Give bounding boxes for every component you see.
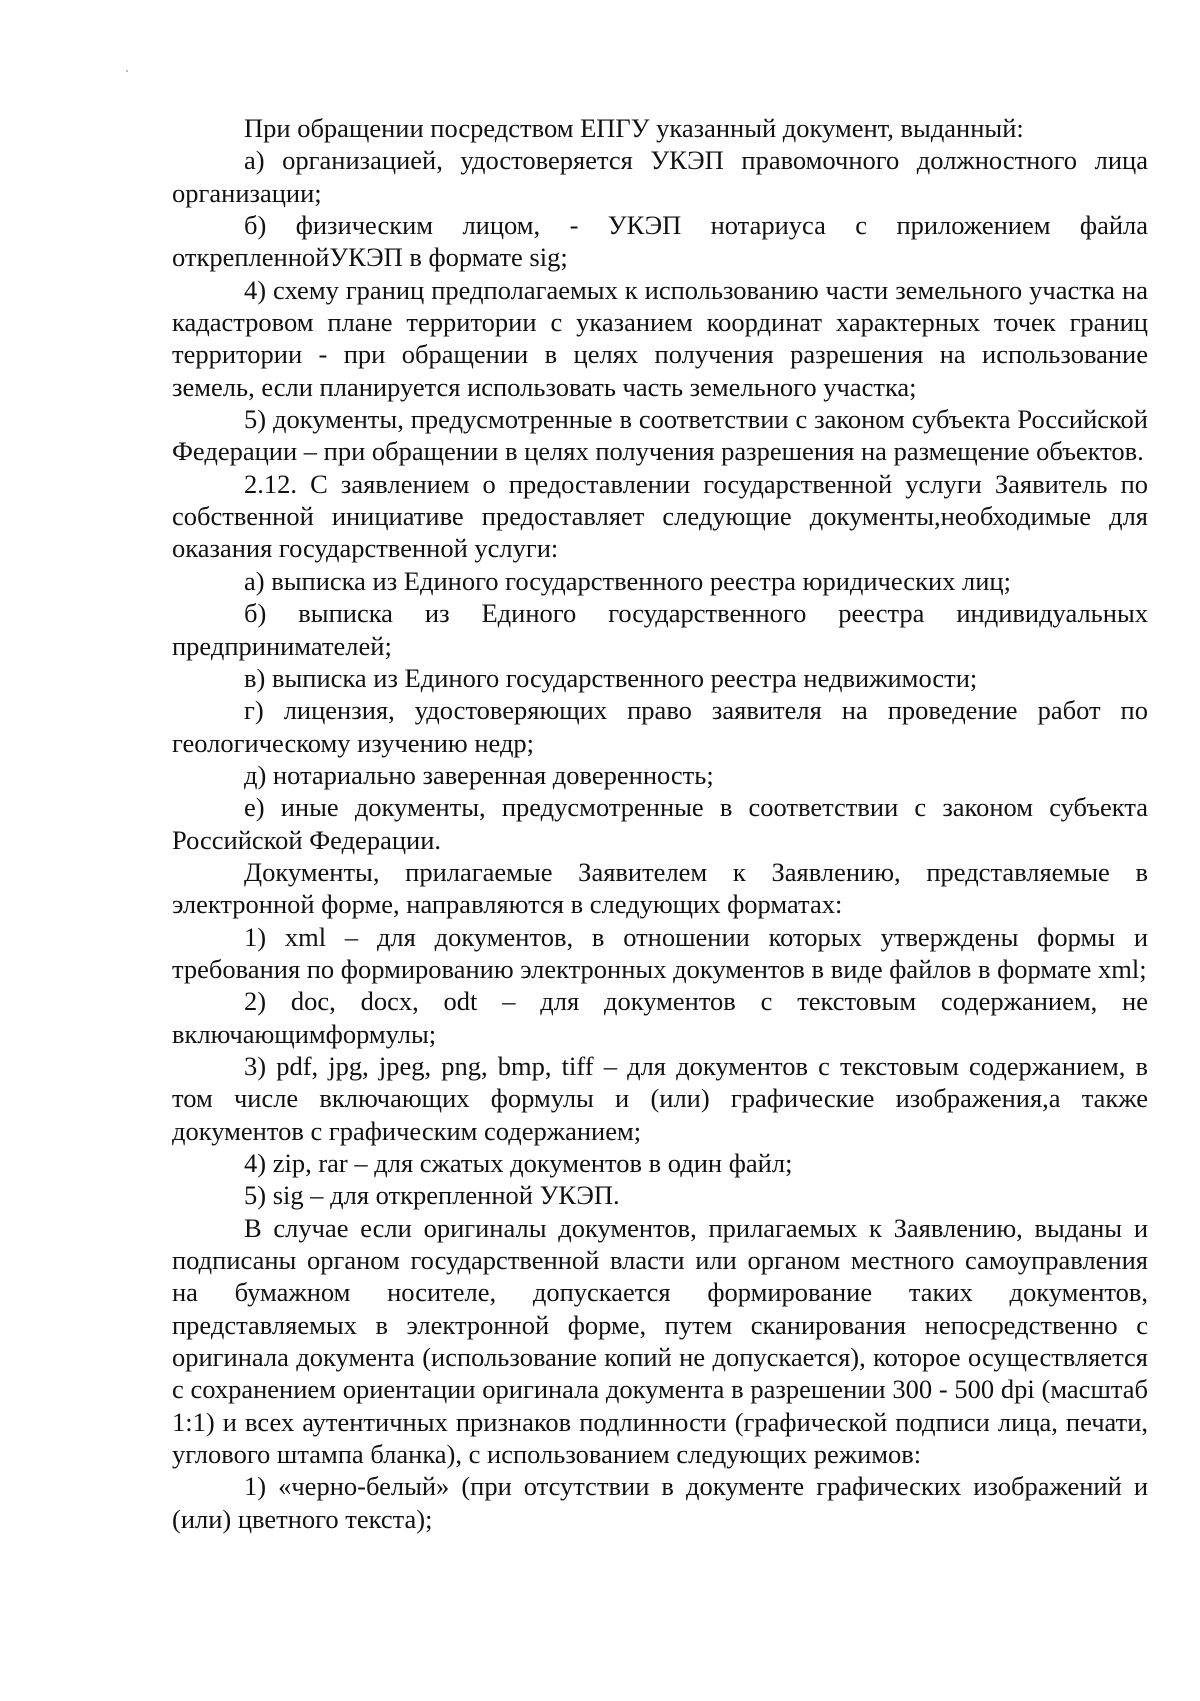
paragraph: 4) схему границ предполагаемых к использованию части земельного участка на кадастровом плане территории с указанием координат характерных точек границ территории - при обращении в целях получения разрешения на использование земель, если планируется использовать часть земельного участка; [172,274,1148,402]
paragraph: а) организацией, удостоверяется УКЭП правомочного должностного лица организации; [172,145,1148,208]
paragraph: При обращении посредством ЕПГУ указанный документ, выданный: [244,113,1024,143]
paragraph: 2.12. С заявлением о предоставлении государственной услуги Заявитель по собственной инициативе предоставляет следующие документы,необходимые для оказания государственной услуги: [172,468,1148,564]
paragraph: 1) «черно-белый» (при отсутствии в документе графических изображений и (или) цветного текста); [172,1471,1148,1534]
paragraph: б) выписка из Единого государственного реестра индивидуальных предпринимателей; [172,598,1148,661]
paragraph: 2) doc, docx, odt – для документов с текстовым содержанием, не включающимформулы; [172,986,1148,1049]
paragraph: В случае если оригиналы документов, прилагаемых к Заявлению, выданы и подписаны органом государственной власти или органом местного самоуправления на бумажном носителе, допускается формирование таких документов, представляемых в электронной форме, путем сканирования непосредственно с оригинала документа (использование копий не допускается), которое осуществляется с сохранением ориентации оригинала документа в разрешении 300 - 500 dpi (масштаб 1:1) и всех аутентичных признаков подлинности (графической подписи лица, печати, углового штампа бланка), с использованием следующих режимов: [172,1212,1148,1470]
paragraph: 1) xml – для документов, в отношении которых утверждены формы и требования по формированию электронных документов в виде файлов в формате xml; [172,921,1148,984]
paragraph: 5) sig – для открепленной УКЭП. [244,1180,620,1211]
paragraph: а) выписка из Единого государственного реестра юридических лиц; [244,565,1011,596]
paragraph: в) выписка из Единого государственного реестра недвижимости; [244,662,978,693]
paragraph: 3) pdf, jpg, jpeg, png, bmp, tiff – для документов с текстовым содержанием, в том числе включающих формулы и (или) графические изображения,а также документов с графическим содержанием; [172,1050,1148,1146]
paragraph: е) иные документы, предусмотренные в соответствии с законом субъекта Российской Федерации. [172,792,1148,855]
document-body [172,112,1148,1535]
paragraph: д) нотариально заверенная доверенность; [244,759,714,790]
scan-speck [126,70,128,72]
paragraph: Документы, прилагаемые Заявителем к Заявлению, представляемые в электронной форме, направляются в следующих форматах: [172,856,1148,920]
paragraph: г) лицензия, удостоверяющих право заявителя на проведение работ по геологическому изучению недр; [172,695,1148,758]
paragraph: б) физическим лицом, - УКЭП нотариуса с приложением файла открепленнойУКЭП в формате sig; [172,210,1148,273]
paragraph: 5) документы, предусмотренные в соответствии с законом субъекта Российской Федерации – при обращении в целях получения разрешения на размещение объектов. [172,404,1148,467]
paragraph: 4) zip, rar – для сжатых документов в один файл; [244,1148,793,1178]
